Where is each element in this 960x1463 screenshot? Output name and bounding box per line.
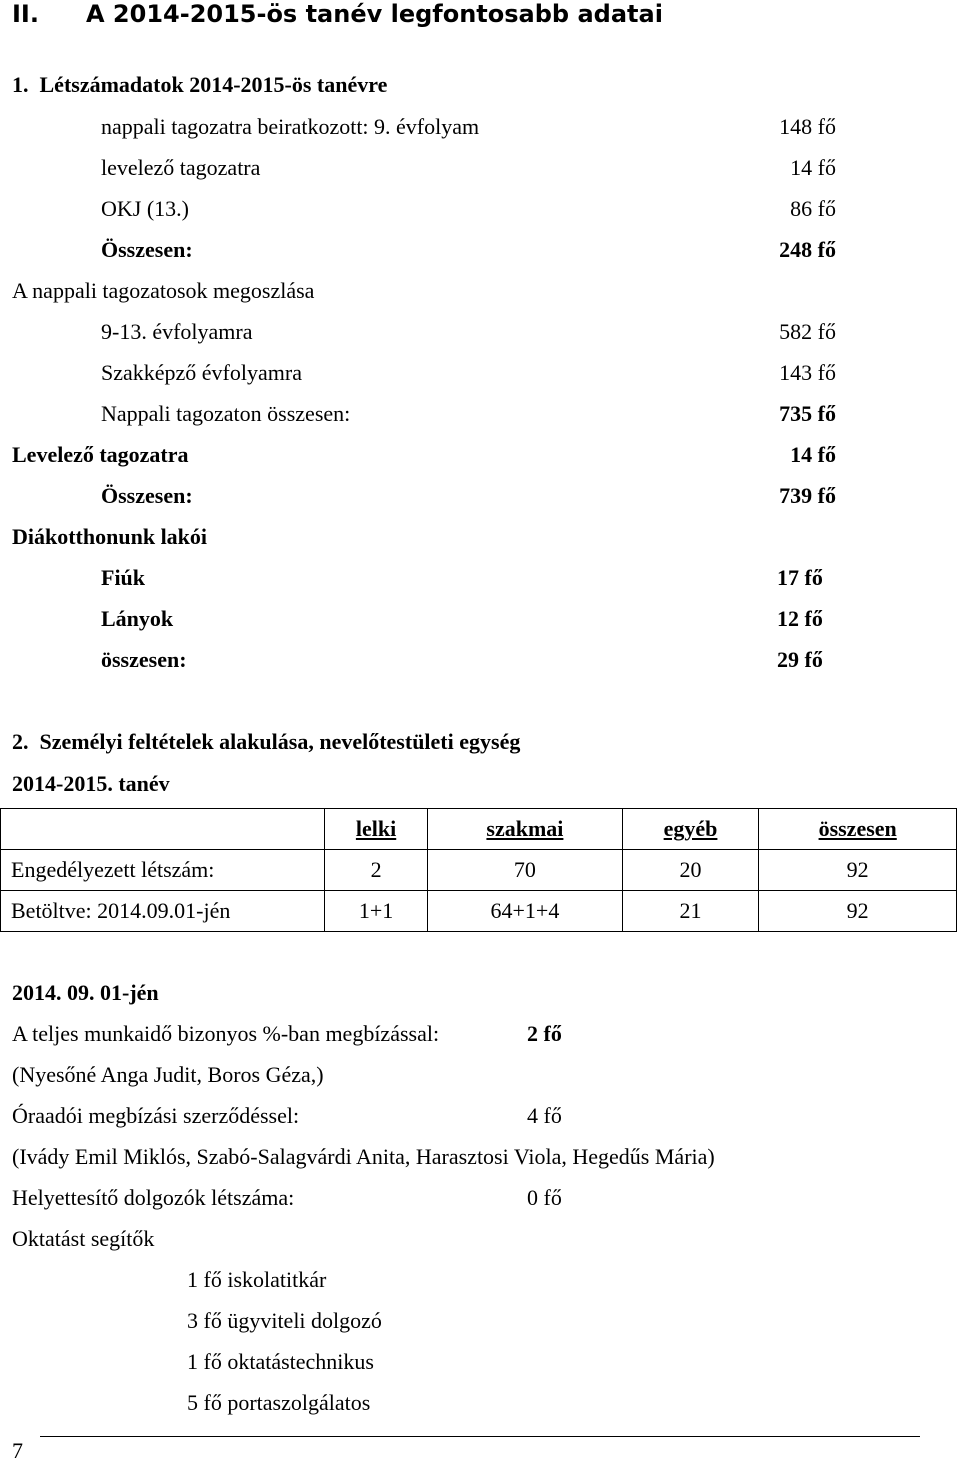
table-cell: 70 — [428, 850, 623, 891]
table-cell: 2 — [325, 850, 428, 891]
distribution-label: 9-13. évfolyamra — [101, 319, 253, 344]
table-cell: 92 — [759, 891, 957, 932]
dormitory-total-value: 29 fő — [777, 647, 823, 672]
dormitory-label: Lányok — [101, 606, 174, 631]
full-time-names: (Nyesőné Anga Judit, Boros Géza,) — [12, 1062, 324, 1087]
enrollment-label: OKJ (13.) — [101, 196, 189, 221]
header-lelki: lelki — [325, 809, 428, 850]
substitute-label: Helyettesítő dolgozók létszáma: — [12, 1185, 295, 1210]
hourly-value: 4 fő — [527, 1103, 562, 1128]
header-szakmai: szakmai — [428, 809, 623, 850]
school-year: 2014-2015. tanév — [12, 771, 170, 796]
table-row — [1, 850, 957, 891]
distribution-heading: A nappali tagozatosok megoszlása — [12, 278, 315, 303]
full-time-value: 2 fő — [527, 1021, 562, 1046]
section1-heading: 1. Létszámadatok 2014-2015-ös tanévre — [12, 72, 388, 97]
support-item: 1 fő iskolatitkár — [187, 1267, 327, 1292]
support-heading: Oktatást segítők — [12, 1226, 155, 1251]
enrollment-value: 148 fő — [779, 114, 836, 139]
enrollment-value: 86 fő — [790, 196, 836, 221]
grand-total-label: Összesen: — [101, 483, 193, 508]
chapter-number: II. — [12, 0, 39, 28]
enrollment-value: 14 fő — [790, 155, 836, 180]
grand-total-value: 739 fő — [779, 483, 836, 508]
correspondence-value: 14 fő — [790, 442, 836, 467]
dormitory-label: Fiúk — [101, 565, 146, 590]
header-egyeb: egyéb — [622, 809, 759, 850]
table-cell: 64+1+4 — [428, 891, 623, 932]
chapter-title: A 2014-2015-ös tanév legfontosabb adatai — [86, 0, 663, 28]
full-time-label: A teljes munkaidő bizonyos %-ban megbízással: — [12, 1021, 440, 1046]
table-cell: 1+1 — [325, 891, 428, 932]
enrollment-label: levelező tagozatra — [101, 155, 261, 180]
dormitory-value: 17 fő — [777, 565, 823, 590]
distribution-label: Szakképző évfolyamra — [101, 360, 302, 385]
support-item: 5 fő portaszolgálatos — [187, 1390, 371, 1415]
page-number: 7 — [12, 1438, 23, 1463]
hourly-names: (Ivády Emil Miklós, Szabó-Salagvárdi Anita, Harasztosi Viola, Hegedűs Mária) — [12, 1144, 715, 1169]
distribution-value: 143 fő — [779, 360, 836, 385]
personnel-table — [0, 808, 957, 932]
enrollment-total-value: 248 fő — [779, 237, 836, 262]
enrollment-total-label: Összesen: — [101, 237, 193, 262]
table-header-row — [1, 809, 957, 850]
table-cell: 20 — [622, 850, 759, 891]
support-item: 1 fő oktatástechnikus — [187, 1349, 374, 1374]
table-corner-cell — [1, 809, 325, 850]
support-item: 3 fő ügyviteli dolgozó — [187, 1308, 382, 1333]
hourly-label: Óraadói megbízási szerződéssel: — [12, 1103, 300, 1128]
footer-divider — [40, 1436, 920, 1437]
table-row — [1, 891, 957, 932]
table-cell: 92 — [759, 850, 957, 891]
distribution-value: 582 fő — [779, 319, 836, 344]
section2-heading: 2. Személyi feltételek alakulása, nevelőtestületi egység — [12, 729, 521, 754]
table-cell: 21 — [622, 891, 759, 932]
dormitory-total-label: összesen: — [101, 647, 187, 672]
dormitory-value: 12 fő — [777, 606, 823, 631]
substitute-value: 0 fő — [527, 1185, 562, 1210]
date-heading: 2014. 09. 01-jén — [12, 980, 159, 1005]
distribution-label: Nappali tagozaton összesen: — [101, 401, 351, 426]
row-label: Engedélyezett létszám: — [1, 850, 325, 891]
correspondence-label: Levelező tagozatra — [12, 442, 189, 467]
row-label: Betöltve: 2014.09.01-jén — [1, 891, 325, 932]
enrollment-label: nappali tagozatra beiratkozott: 9. évfolyam — [101, 114, 480, 139]
dormitory-heading: Diákotthonunk lakói — [12, 524, 208, 549]
distribution-total-value: 735 fő — [779, 401, 836, 426]
header-osszesen: összesen — [759, 809, 957, 850]
